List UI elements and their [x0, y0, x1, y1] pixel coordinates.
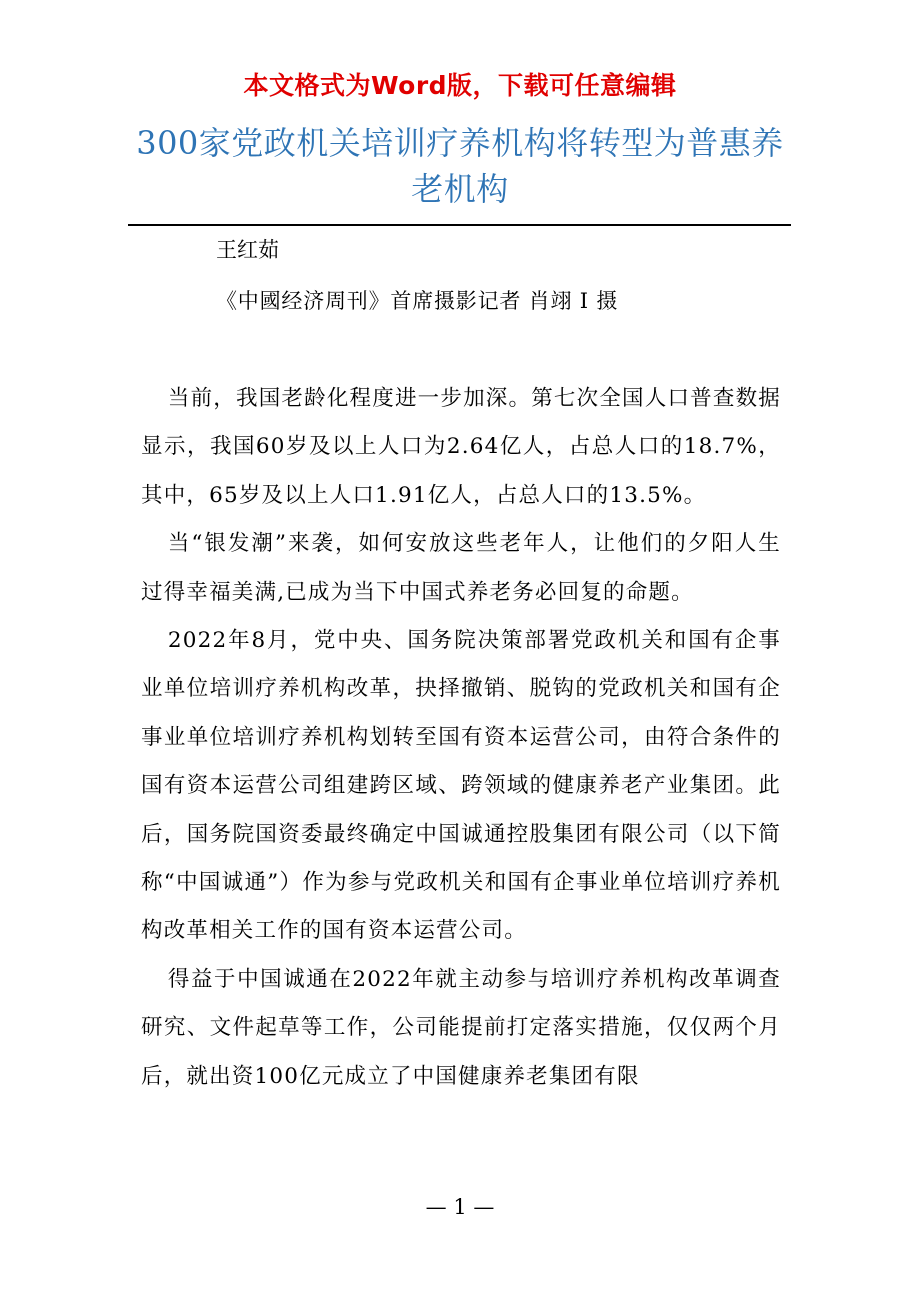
- article-author: 王红茹: [216, 238, 279, 262]
- article-title: 300家党政机关培训疗养机构将转型为普惠养老机构: [136, 124, 784, 208]
- photo-credit: 《中國经济周刊》首席摄影记者 肖翊 I 摄: [216, 289, 619, 313]
- editable-format-notice: 本文格式为Word版，下载可任意编辑: [243, 71, 677, 100]
- title-divider: [128, 224, 791, 226]
- body-paragraph: 当“银发潮”来袭，如何安放这些老年人，让他们的夕阳人生过得幸福美满,已成为当下中国式养老务必回复的命题。: [141, 531, 781, 605]
- body-paragraph: 得益于中国诚通在2022年就主动参与培训疗养机构改革调查研究、文件起草等工作，公司能提前打定落实措施，仅仅两个月后，就出资100亿元成立了中国健康养老集团有限: [141, 966, 781, 1089]
- page-number: — 1 —: [425, 1195, 495, 1219]
- article-body: [141, 375, 781, 1101]
- body-paragraph: 2022年8月，党中央、国务院决策部署党政机关和国有企事业单位培训疗养机构改革，抉择撤销、脱钩的党政机关和国有企事业单位培训疗养机构划转至国有资本运营公司，由符合条件的国有资本运营公司组建跨区域、跨领域的健康养老产业集团。此后，国务院国资委最终确定中国诚通控股集团有限公司（以下简称“中国诚通”）作为参与党政机关和国有企事业单位培训疗养机构改革相关工作的国有资本运营公司。: [141, 628, 781, 944]
- body-paragraph: 当前，我国老龄化程度进一步加深。第七次全国人口普查数据显示，我国60岁及以上人口为2.64亿人，占总人口的18.7%，其中，65岁及以上人口1.91亿人，占总人口的13.5%。: [141, 386, 781, 508]
